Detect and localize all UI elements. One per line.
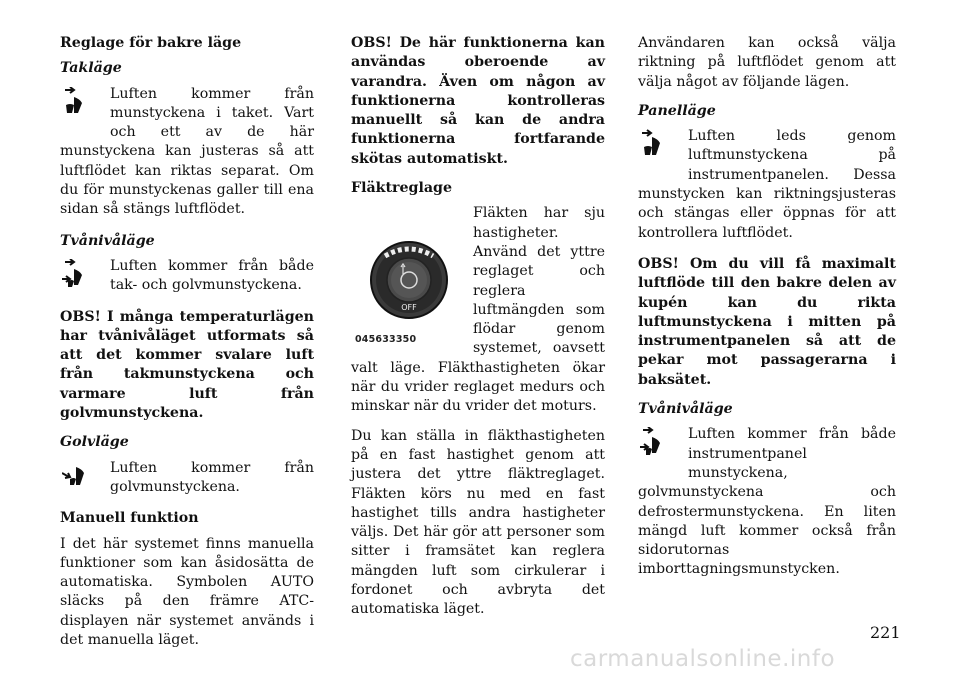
bilevel-mode-block-2 — [638, 425, 896, 579]
column-right — [638, 34, 896, 592]
panel-airflow-icon — [638, 129, 688, 169]
bilevel-mode-text: Luften kommer från både tak- och golvmunstyckena. — [110, 257, 314, 294]
page-number: 221 — [870, 623, 901, 642]
roof-airflow-icon — [60, 87, 110, 127]
panel-mode-block — [638, 127, 896, 243]
manual-function-text: I det här systemet finns manuella funktioner som kan åsidosätta de automatiska. Symbolen AUTO släcks på den främre ATC-displayen när systemet används i det manuella läget. — [60, 535, 314, 649]
column-middle — [351, 34, 605, 630]
fan-knob-icon — [351, 234, 467, 330]
watermark: carmanualsonline.info — [570, 646, 836, 672]
roof-mode-title: Takläge — [60, 60, 122, 77]
direction-intro-text: Användaren kan också välja riktning på luftflödet genom att välja något av följande lägen. — [638, 35, 896, 90]
col1-obs-note: OBS! I många temperaturlägen har tvånivåläget utformats så att det kommer svalare luft från takmunstyckena och varmare luft från golvmunstyckena. — [60, 308, 314, 422]
floor-mode-text: Luften kommer från golvmunstyckena. — [110, 459, 314, 495]
floor-mode-block — [60, 459, 314, 498]
manual-function-heading: Manuell funktion — [60, 510, 199, 527]
rear-mode-heading: Reglage för bakre läge — [60, 35, 242, 51]
bilevel-airflow-icon-2 — [638, 427, 688, 467]
column-left — [60, 34, 314, 660]
floor-airflow-icon — [60, 461, 110, 501]
roof-mode-text: Luften kommer från munstyckena i taket. Vart och ett av de här munstyckena kan justeras så att luftflödet kan riktas separat. Om du för munstyckenas galler till ena sidan så stängs luftflödet. — [60, 85, 314, 218]
roof-mode-block — [60, 85, 314, 220]
fan-fixed-speed-text: Du kan ställa in fläkthastigheten på en fast hastighet genom att justera det yttre fläktreglaget. Fläkten körs nu med en fast hastighet tills andra hastigheter väljs. Det här gör att personer som sitter i framsätet kan reglera mängden luft som cirkulerar i fordonet och avbryta det automatiska läget. — [351, 427, 605, 618]
bilevel-mode-title: Tvånivåläge — [60, 232, 155, 249]
floor-mode-title: Golvläge — [60, 434, 129, 451]
bilevel-airflow-icon — [60, 259, 110, 299]
bilevel-mode-text-2: Luften kommer från både instrumentpanel munstyckena, golvmunstyckena och defrostermunstyckena. En liten mängd luft kommer också från sidorutornas imborttagningsmunstycken. — [638, 426, 896, 578]
fan-control-heading: Fläktreglage — [351, 180, 452, 197]
figure-caption: 045633350 — [355, 334, 417, 346]
panel-mode-text: Luften leds genom luftmunstyckena på instrumentpanelen. Dessa munstycken kan riktningsjusteras och stängas eller öppnas för att kontrollera luftflödet. — [638, 128, 896, 241]
col3-obs-note: OBS! Om du vill få maximalt luftflöde till den bakre delen av kupén kan du rikta luftmunstyckena i mitten på instrumentpanelen så att de pekar mot passagerarna i baksätet. — [638, 255, 896, 388]
fan-speed-text: Fläkten har sju hastigheter. Använd det yttre reglaget och reglera luftmängden som flödar genom systemet, oavsett valt läge. Fläkthastigheten ökar när du vrider reglaget medurs och minskar när du vrider det moturs. — [351, 205, 605, 415]
fan-knob-figure — [351, 234, 467, 344]
panel-mode-title: Panelläge — [638, 102, 716, 119]
knob-off-label: OFF — [401, 303, 417, 313]
bilevel-mode-title-2: Tvånivåläge — [638, 401, 733, 418]
bilevel-mode-block — [60, 257, 314, 296]
col2-obs-note: OBS! De här funktionerna kan användas oberoende av varandra. Även om någon av funktionerna kontrolleras manuellt så kan de andra funktionerna fortfarande skötas automatiskt. — [351, 35, 605, 167]
